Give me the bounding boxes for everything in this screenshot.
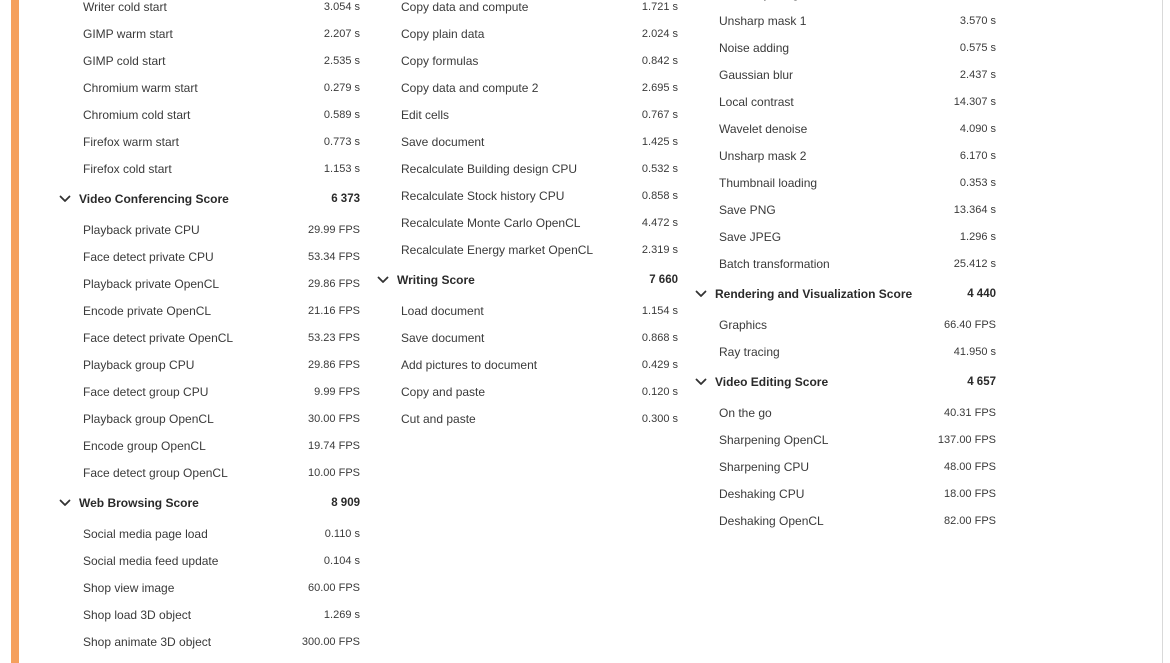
result-row (376, 128, 678, 155)
test-name: Playback private OpenCL (83, 276, 220, 291)
test-name: Copy formulas (401, 53, 479, 68)
test-name: Face detect group OpenCL (83, 465, 228, 480)
accent-bar (11, 0, 19, 663)
test-name: Writer cold start (83, 0, 167, 14)
test-value: 2.535 s (323, 54, 360, 67)
test-name: Sharpening CPU (719, 459, 810, 474)
result-row (694, 426, 996, 453)
test-value: 4.472 s (641, 216, 678, 229)
section-title: Rendering and Visualization Score (715, 287, 913, 301)
result-row (694, 453, 996, 480)
section-title: Web Browsing Score (79, 496, 199, 510)
test-value: 3.570 s (959, 14, 996, 27)
test-name: Face detect private CPU (83, 249, 214, 264)
result-row (376, 155, 678, 182)
test-name: Playback group OpenCL (83, 411, 214, 426)
test-value: 1.296 s (959, 230, 996, 243)
test-name: Copy data and compute (401, 0, 529, 14)
result-row (58, 378, 360, 405)
section-header-video-conferencing-score[interactable] (58, 182, 360, 216)
test-value: 53.23 FPS (308, 331, 360, 344)
test-name: Save JPEG (719, 229, 782, 244)
results-column-2 (376, 0, 678, 432)
test-name: GIMP cold start (83, 53, 166, 68)
test-name: Unsharp mask 2 (719, 148, 807, 163)
test-value: 41.950 s (953, 345, 996, 358)
test-name: Save PNG (719, 202, 776, 217)
result-row (58, 270, 360, 297)
test-name: Social media page load (83, 526, 208, 541)
test-value: 0.120 s (641, 385, 678, 398)
test-value: 0.589 s (323, 108, 360, 121)
test-value: 0.110 s (324, 527, 360, 540)
section-title: Video Editing Score (715, 375, 829, 389)
test-name: Gaussian blur (719, 67, 794, 82)
result-row (694, 250, 996, 277)
test-name: Add pictures to document (401, 357, 538, 372)
test-name: Chromium cold start (83, 107, 191, 122)
result-row (58, 432, 360, 459)
test-name: Firefox cold start (83, 161, 172, 176)
test-name: On the go (719, 405, 772, 420)
test-value: 2.319 s (641, 243, 678, 256)
result-row (58, 0, 360, 20)
test-name: Shop load 3D object (83, 607, 192, 622)
test-name: Cut and paste (401, 411, 476, 426)
result-row (58, 351, 360, 378)
test-name: Save document (401, 134, 485, 149)
result-row (58, 74, 360, 101)
result-row (58, 324, 360, 351)
result-row (58, 297, 360, 324)
test-value: 29.86 FPS (308, 358, 360, 371)
test-value: 48.00 FPS (944, 460, 996, 473)
result-row (694, 223, 996, 250)
test-name: Sharpening OpenCL (719, 432, 829, 447)
chevron-down-icon[interactable] (694, 375, 714, 389)
section-header-web-browsing-score[interactable] (58, 486, 360, 520)
result-row (694, 142, 996, 169)
test-name: Deshaking OpenCL (719, 513, 824, 528)
result-row (376, 236, 678, 263)
section-score: 6 373 (331, 193, 360, 205)
test-name: Encode private OpenCL (83, 303, 212, 318)
result-row (376, 209, 678, 236)
test-name: Shop view image (83, 580, 175, 595)
test-name: Shop animate 3D object (83, 634, 212, 649)
test-value: 1.154 s (641, 304, 678, 317)
test-value: 0.868 s (641, 331, 678, 344)
test-value: 14.307 s (953, 95, 996, 108)
test-value: 1.269 s (323, 608, 360, 621)
test-value: 1.721 s (641, 0, 678, 13)
test-name: Recalculate Stock history CPU (401, 188, 565, 203)
section-header-rendering-and-visualization-score[interactable] (694, 277, 996, 311)
test-name: Playback group CPU (83, 357, 195, 372)
test-value: 1.425 s (641, 135, 678, 148)
test-name: GIMP warm start (83, 26, 173, 41)
test-name: Local contrast (719, 94, 794, 109)
result-row (58, 520, 360, 547)
result-row (376, 74, 678, 101)
results-column-1 (58, 0, 360, 655)
test-value: 0.767 s (641, 108, 678, 121)
test-name: Copy and paste (401, 384, 486, 399)
result-row (694, 169, 996, 196)
test-name: Firefox warm start (83, 134, 180, 149)
test-name: Batch transformation (719, 256, 830, 271)
result-row (58, 20, 360, 47)
test-name: Chromium warm start (83, 80, 198, 95)
panel-border (1162, 0, 1163, 663)
test-name: Unsharp mask 1 (719, 13, 807, 28)
test-value: 0.575 s (959, 41, 996, 54)
result-row (58, 601, 360, 628)
test-value: 29.86 FPS (308, 277, 360, 290)
result-row (58, 459, 360, 486)
section-title: Writing Score (397, 273, 475, 287)
section-score: 4 657 (967, 376, 996, 388)
section-header-video-editing-score[interactable] (694, 365, 996, 399)
test-value: 82.00 FPS (944, 514, 996, 527)
result-row (58, 574, 360, 601)
test-name: Thumbnail loading (719, 175, 818, 190)
test-name: Recalculate Monte Carlo OpenCL (401, 215, 581, 230)
result-row (694, 0, 996, 7)
test-value: 2.024 s (641, 27, 678, 40)
test-name: Ray tracing (719, 344, 780, 359)
chevron-down-icon[interactable] (58, 496, 78, 510)
result-row (694, 115, 996, 142)
test-value: 2.207 s (323, 27, 360, 40)
test-value: 300.00 FPS (301, 635, 360, 648)
result-row (694, 311, 996, 338)
test-value: 0.532 s (641, 162, 678, 175)
test-value: 66.40 FPS (944, 318, 996, 331)
result-row (694, 61, 996, 88)
result-row (694, 480, 996, 507)
result-row (694, 196, 996, 223)
result-row (694, 7, 996, 34)
test-value: 53.34 FPS (308, 250, 360, 263)
test-name (694, 0, 799, 1)
test-name: Face detect group CPU (83, 384, 209, 399)
test-name: Load document (401, 303, 484, 318)
test-value: 0.300 s (641, 412, 678, 425)
test-value: 1.153 s (323, 162, 360, 175)
section-score: 4 440 (967, 288, 996, 300)
chevron-down-icon[interactable] (58, 192, 78, 206)
test-name: Save document (401, 330, 485, 345)
result-row (694, 507, 996, 534)
test-value: 0.773 s (323, 135, 360, 148)
test-name: Playback private CPU (83, 222, 200, 237)
chevron-down-icon[interactable] (376, 273, 396, 287)
result-row (694, 338, 996, 365)
result-row (58, 128, 360, 155)
result-row (376, 101, 678, 128)
test-value: 9.99 FPS (314, 385, 360, 398)
test-value: 0.429 s (641, 358, 678, 371)
test-value: 2.695 s (641, 81, 678, 94)
test-value: 0.842 s (641, 54, 678, 67)
test-value: 0.858 s (641, 189, 678, 202)
result-row (58, 47, 360, 74)
test-value: 18.00 FPS (944, 487, 996, 500)
section-score: 8 909 (331, 497, 360, 509)
result-row (376, 378, 678, 405)
test-value: 19.74 FPS (308, 439, 360, 452)
result-row (376, 351, 678, 378)
result-row (376, 297, 678, 324)
section-title: Video Conferencing Score (79, 192, 229, 206)
test-name: Copy plain data (401, 26, 485, 41)
test-name: Recalculate Building design CPU (401, 161, 578, 176)
test-value: 0.353 s (959, 176, 996, 189)
test-name: Encode group OpenCL (83, 438, 206, 453)
test-value: 40.31 FPS (944, 406, 996, 419)
result-row (58, 243, 360, 270)
test-name: Wavelet denoise (719, 121, 808, 136)
result-row (58, 216, 360, 243)
test-value: 25.412 s (953, 257, 996, 270)
result-row (694, 34, 996, 61)
result-row (58, 547, 360, 574)
test-value: 0.279 s (323, 81, 360, 94)
section-score: 7 660 (649, 274, 678, 286)
section-header-writing-score[interactable] (376, 263, 678, 297)
test-value: 60.00 FPS (308, 581, 360, 594)
result-row (376, 0, 678, 20)
test-value: 4.090 s (959, 122, 996, 135)
test-value: 137.00 FPS (937, 433, 996, 446)
chevron-down-icon[interactable] (694, 287, 714, 301)
result-row (58, 101, 360, 128)
test-value: 21.16 FPS (308, 304, 360, 317)
test-value: 29.99 FPS (308, 223, 360, 236)
result-row (58, 155, 360, 182)
test-name: Social media feed update (83, 553, 219, 568)
test-value: 30.00 FPS (308, 412, 360, 425)
result-row (376, 182, 678, 209)
test-name: Deshaking CPU (719, 486, 805, 501)
test-value: 13.364 s (953, 203, 996, 216)
test-value: 6.170 s (959, 149, 996, 162)
test-value: 0.104 s (323, 554, 360, 567)
result-row (58, 405, 360, 432)
result-row (376, 20, 678, 47)
result-row (58, 628, 360, 655)
result-row (694, 88, 996, 115)
test-name: Edit cells (401, 107, 450, 122)
test-name: Face detect private OpenCL (83, 330, 234, 345)
result-row (694, 399, 996, 426)
test-name: Noise adding (719, 40, 790, 55)
test-name: Copy data and compute 2 (401, 80, 539, 95)
test-value: 2.437 s (959, 68, 996, 81)
test-name: Recalculate Energy market OpenCL (401, 242, 594, 257)
test-value: 10.00 FPS (308, 466, 360, 479)
result-row (376, 324, 678, 351)
result-row (376, 405, 678, 432)
test-name: Graphics (719, 317, 768, 332)
test-value: 3.054 s (323, 0, 360, 13)
results-column-3 (694, 0, 996, 534)
result-row (376, 47, 678, 74)
